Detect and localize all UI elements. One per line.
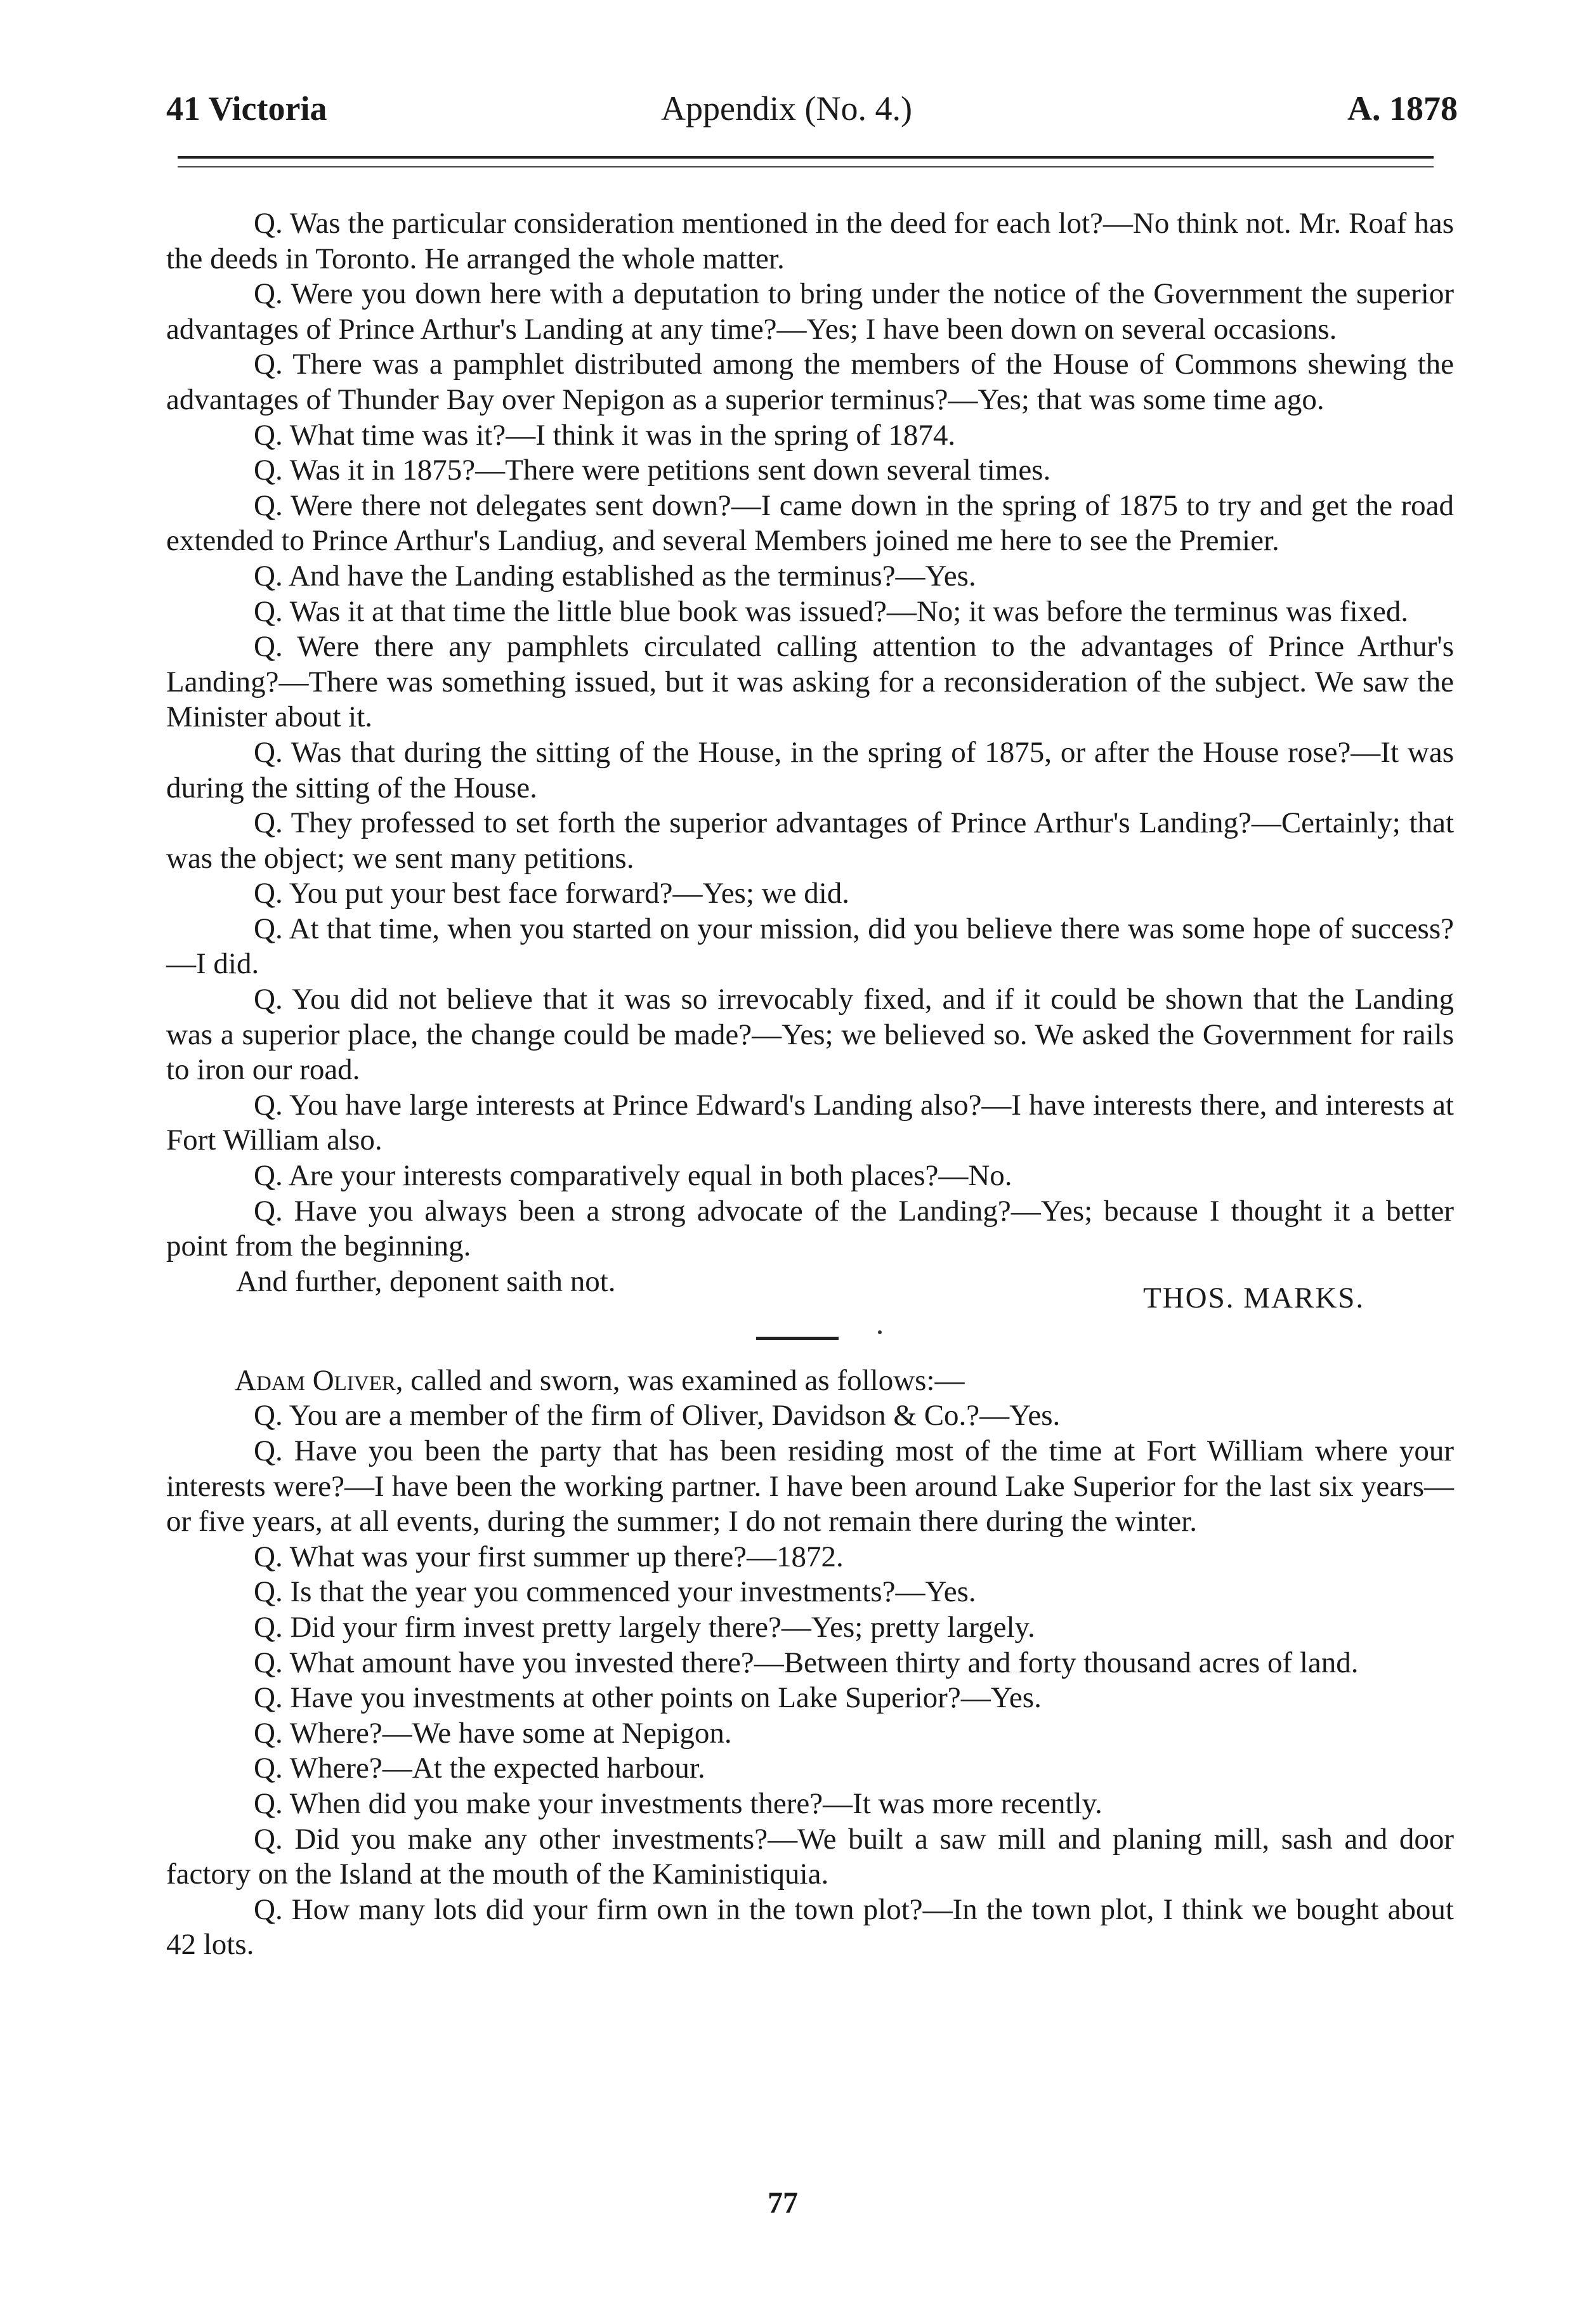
witness-name: Adam Oliver xyxy=(235,1363,396,1397)
testimony-paragraph: Q. You did not believe that it was so irrevocably fixed, and if it could be shown that the Landing was a superior place, the change could be made?—Yes; we believed so. We asked the Government for rails to iron our road. xyxy=(166,983,1454,1087)
testimony-paragraph: Q. What time was it?—I think it was in the spring of 1874. xyxy=(254,418,956,452)
closing-line: And further, deponent saith not. xyxy=(236,1264,616,1298)
document-body xyxy=(166,206,1454,1963)
testimony-paragraph: Q. Where?—At the expected harbour. xyxy=(254,1752,705,1785)
testimony-paragraph: Q. Did your firm invest pretty largely there?—Yes; pretty largely. xyxy=(254,1610,1035,1644)
signature: THOS. MARKS. xyxy=(1143,1281,1365,1315)
divider-rule xyxy=(756,1337,839,1340)
testimony-paragraph: Q. You are a member of the firm of Oliver, Davidson & Co.?—Yes. xyxy=(254,1399,1061,1433)
first-testimony xyxy=(166,206,1454,1264)
header-right: A. 1878 xyxy=(1347,89,1458,128)
testimony-paragraph: Q. Was the particular consideration mentioned in the deed for each lot?—No think not. Mr. Roaf has the deeds in Toronto. He arranged the whole matter. xyxy=(166,207,1454,275)
testimony-paragraph: Q. Did you make any other investments?—We built a saw mill and planing mill, sash and door factory on the Island at the mouth of the Kaministiquia. xyxy=(166,1822,1454,1891)
testimony-paragraph: Q. When did you make your investments there?—It was more recently. xyxy=(254,1787,1102,1820)
page-header xyxy=(166,89,1458,140)
closing-block xyxy=(166,1264,1454,1315)
testimony-paragraph: Q. Is that the year you commenced your investments?—Yes. xyxy=(254,1575,976,1609)
testimony-paragraph: Q. And have the Landing established as the terminus?—Yes. xyxy=(254,559,976,593)
header-rule-thick xyxy=(178,156,1434,159)
testimony-paragraph: Q. There was a pamphlet distributed among the members of the House of Commons shewing the advantages of Thunder Bay over Nepigon as a superior terminus?—Yes; that was some time ago. xyxy=(166,348,1454,416)
testimony-paragraph: Q. Where?—We have some at Nepigon. xyxy=(254,1716,732,1750)
testimony-paragraph: Q. Was it at that time the little blue book was issued?—No; it was before the terminus was fixed. xyxy=(254,594,1409,628)
testimony-paragraph: Q. You have large interests at Prince Edward's Landing also?—I have interests there, and interests at Fort William also. xyxy=(166,1088,1454,1157)
testimony-paragraph: Q. What was your first summer up there?—1872. xyxy=(254,1540,844,1573)
second-testimony xyxy=(166,1398,1454,1963)
testimony-paragraph: Q. At that time, when you started on your mission, did you believe there was some hope of success?—I did. xyxy=(166,912,1454,981)
testimony-paragraph: Q. Have you investments at other points on Lake Superior?—Yes. xyxy=(254,1681,1042,1715)
testimony-paragraph: Q. Have you always been a strong advocate of the Landing?—Yes; because I thought it a better point from the beginning. xyxy=(166,1194,1454,1263)
testimony-paragraph: Q. Are your interests comparatively equal in both places?—No. xyxy=(254,1159,1012,1193)
header-center: Appendix (No. 4.) xyxy=(661,89,912,128)
testimony-paragraph: Q. How many lots did your firm own in the town plot?—In the town plot, I think we bought about 42 lots. xyxy=(166,1892,1454,1962)
page-number: 77 xyxy=(768,2186,798,2220)
testimony-paragraph: Q. Have you been the party that has been residing most of the time at Fort William where your interests were?—I have been the working partner. I have been around Lake Superior for the last six years—or five years, at all events, during the summer; I do not remain there during the winter. xyxy=(166,1434,1454,1538)
header-left: 41 Victoria xyxy=(166,89,327,128)
divider-dot xyxy=(878,1330,882,1334)
testimony-paragraph: Q. What amount have you invested there?—Between thirty and forty thousand acres of land. xyxy=(254,1646,1359,1679)
testimony-paragraph: Q. You put your best face forward?—Yes; we did. xyxy=(254,877,850,910)
testimony-paragraph: Q. Were you down here with a deputation to bring under the notice of the Government the superior advantages of Prince Arthur's Landing at any time?—Yes; I have been down on several occasions. xyxy=(166,277,1454,346)
testimony-paragraph: Q. They professed to set forth the superior advantages of Prince Arthur's Landing?—Certainly; that was the object; we sent many petitions. xyxy=(166,806,1454,875)
testimony-paragraph: Q. Was that during the sitting of the House, in the spring of 1875, or after the House rose?—It was during the sitting of the House. xyxy=(166,735,1454,804)
header-rule-thin xyxy=(178,166,1434,167)
testimony-paragraph: Q. Was it in 1875?—There were petitions sent down several times. xyxy=(254,454,1051,487)
testimony-paragraph: Q. Were there any pamphlets circulated calling attention to the advantages of Prince Arthur's Landing?—There was something issued, but it was asking for a reconsideration of the subject. We saw the Minister about it. xyxy=(166,630,1454,734)
testimony-paragraph: Q. Were there not delegates sent down?—I came down in the spring of 1875 to try and get the road extended to Prince Arthur's Landiug, and several Members joined me here to see the Premier. xyxy=(166,488,1454,558)
witness-intro xyxy=(166,1363,1454,1399)
witness-intro-text: , called and sworn, was examined as follows:— xyxy=(395,1363,965,1397)
section-divider xyxy=(166,1300,1454,1353)
